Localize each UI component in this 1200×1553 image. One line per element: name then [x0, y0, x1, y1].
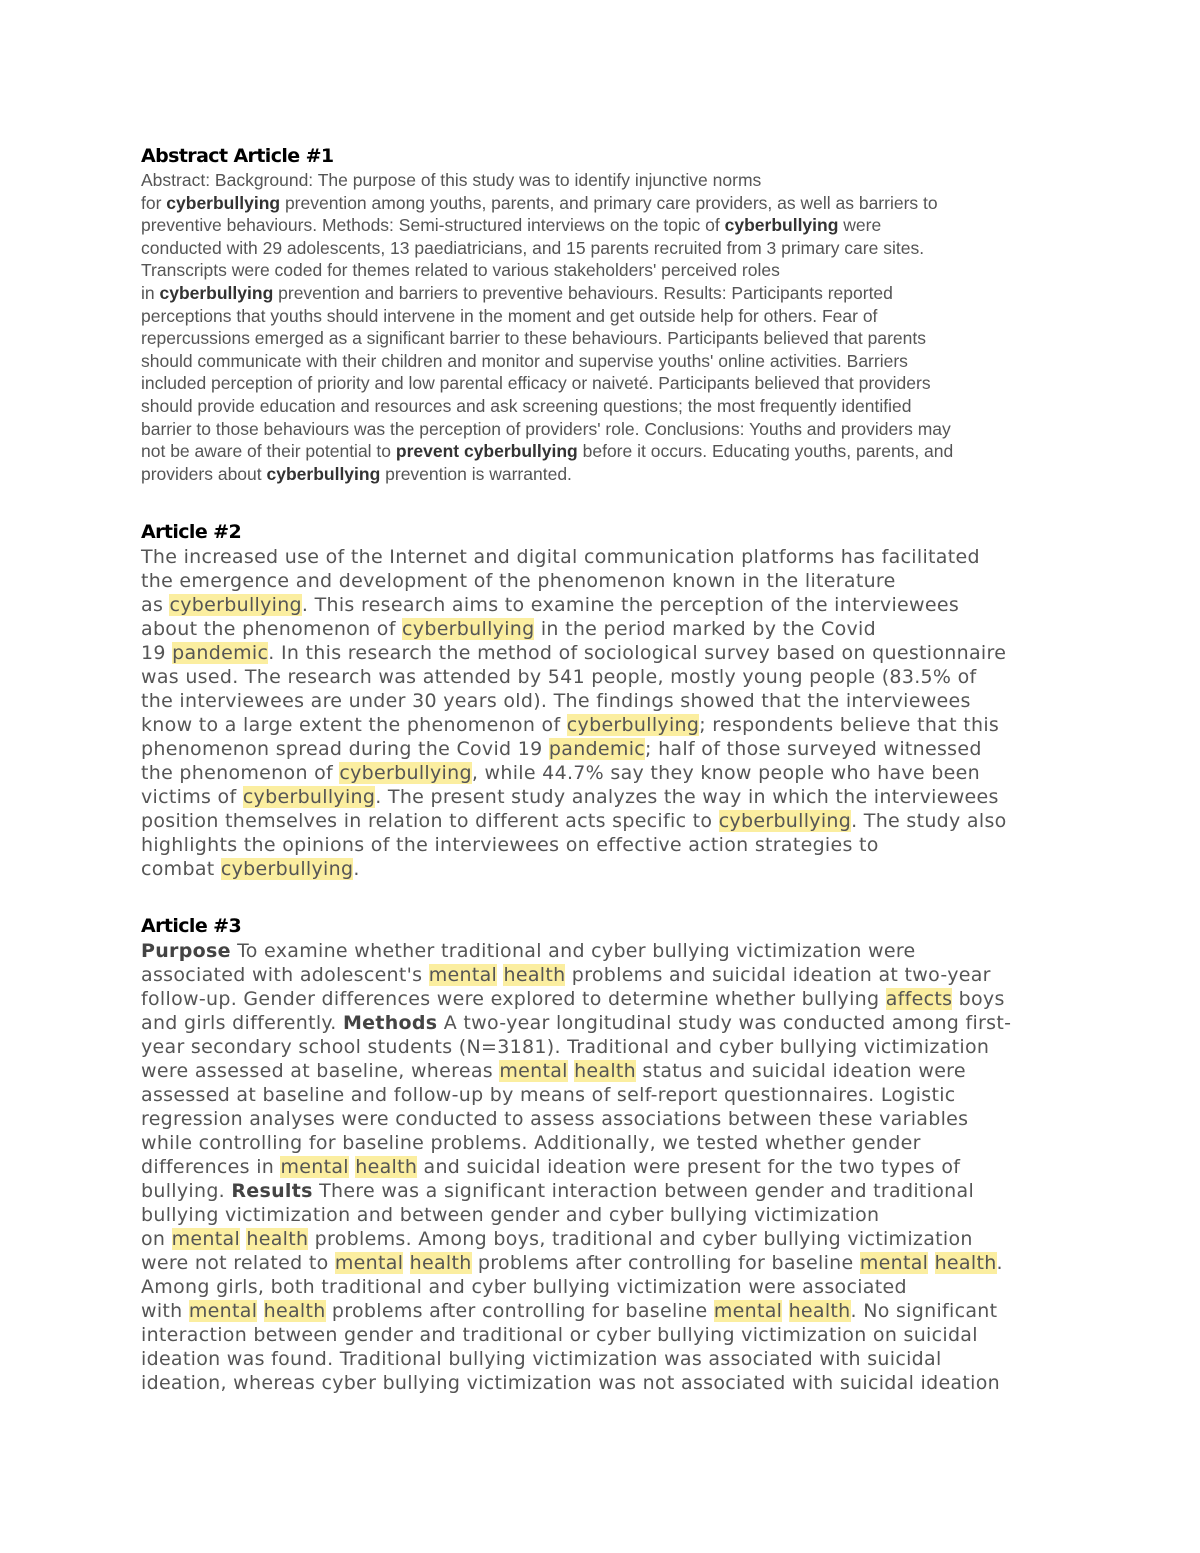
- highlighted-term: cyberbullying: [718, 810, 852, 833]
- text-line: [141, 689, 1066, 713]
- highlighted-term: pandemic: [172, 642, 269, 665]
- text-segment: To examine whether traditional and cyber bullying victimization were: [230, 940, 916, 963]
- text-line: [141, 737, 1066, 761]
- highlighted-term: mental: [859, 1252, 929, 1275]
- text-segment: Abstract: Background: The purpose of this study was to identify injunctive norms: [141, 170, 762, 190]
- highlighted-term: cyberbullying: [339, 762, 472, 785]
- text-segment: bullying victimization and between gender and cyber bullying victimization: [141, 1204, 880, 1227]
- text-line: [141, 372, 1066, 395]
- text-line: [141, 237, 1066, 260]
- text-segment: as: [141, 594, 170, 617]
- text-segment: ; half of those surveyed witnessed: [645, 738, 982, 761]
- text-segment: the interviewees are under 30 years old). The findings showed that the interviewees: [141, 690, 971, 713]
- text-line: [141, 833, 1066, 857]
- text-segment: ; respondents believe that this: [699, 714, 1000, 737]
- text-segment: were assessed at baseline, whereas: [141, 1060, 500, 1083]
- text-segment: position themselves in relation to different acts specific to: [141, 810, 719, 833]
- text-line: [141, 1083, 1066, 1107]
- text-line: [141, 665, 1066, 689]
- text-line: [141, 1299, 1066, 1323]
- text-line: [141, 1347, 1066, 1371]
- highlighted-term: health: [503, 964, 566, 987]
- text-line: [141, 1011, 1066, 1035]
- text-segment: problems after controlling for baseline: [471, 1252, 860, 1275]
- text-line: [141, 785, 1066, 809]
- text-line: [141, 1275, 1066, 1299]
- highlighted-term: health: [263, 1300, 326, 1323]
- article-3-body: [141, 939, 1066, 1395]
- text-segment: problems. Among boys, traditional and cyber bullying victimization: [308, 1228, 973, 1251]
- highlighted-term: health: [574, 1060, 637, 1083]
- text-segment: problems after controlling for baseline: [325, 1300, 714, 1323]
- text-segment: should communicate with their children and monitor and supervise youths' online activities. Barriers: [141, 350, 908, 371]
- text-segment: Transcripts were coded for themes related to various stakeholders' perceived roles: [141, 260, 780, 281]
- text-segment: boys: [952, 988, 1005, 1011]
- text-segment: differences in: [141, 1156, 281, 1179]
- text-segment: [403, 1252, 409, 1274]
- article-1-body: [141, 169, 1066, 485]
- article-3-section: [141, 913, 1066, 1395]
- highlighted-term: cyberbullying: [242, 786, 376, 809]
- text-segment: ideation was found. Traditional bullying victimization was associated with suicidal: [141, 1348, 942, 1371]
- text-segment: and girls differently.: [141, 1012, 343, 1035]
- text-segment: on: [141, 1228, 172, 1251]
- text-segment: prevention is warranted.: [380, 463, 572, 484]
- text-line: [141, 641, 1066, 665]
- text-segment: for: [141, 192, 167, 213]
- text-segment: [257, 1300, 263, 1322]
- text-segment: . This research aims to examine the perception of the interviewees: [301, 594, 960, 617]
- text-segment: were: [838, 215, 882, 236]
- article-2-body: [141, 545, 1066, 881]
- highlighted-term: pandemic: [548, 738, 646, 761]
- text-line: [141, 809, 1066, 833]
- highlighted-term: mental: [499, 1060, 568, 1083]
- text-line: [141, 305, 1066, 328]
- bold-term: cyberbullying: [724, 215, 839, 236]
- text-segment: 19: [141, 642, 173, 665]
- text-segment: bullying.: [141, 1180, 232, 1203]
- text-line: [141, 1035, 1066, 1059]
- text-line: [141, 350, 1066, 373]
- highlighted-term: mental: [280, 1156, 349, 1179]
- text-segment: year secondary school students (N=3181). Traditional and cyber bullying victimization: [141, 1036, 990, 1059]
- text-segment: and suicidal ideation were present for the two types of: [417, 1156, 961, 1179]
- text-segment: . The study also: [851, 810, 1007, 833]
- text-line: [141, 617, 1066, 641]
- text-segment: assessed at baseline and follow-up by means of self-report questionnaires. Logistic: [141, 1084, 956, 1107]
- article-1-section: [141, 143, 1066, 485]
- highlighted-term: health: [934, 1252, 997, 1275]
- text-line: [141, 1251, 1066, 1275]
- text-segment: follow-up. Gender differences were explored to determine whether bullying: [141, 988, 886, 1011]
- highlighted-term: mental: [334, 1252, 404, 1275]
- highlighted-term: mental: [713, 1300, 783, 1323]
- text-segment: in: [141, 282, 160, 303]
- highlighted-term: cyberbullying: [169, 594, 302, 617]
- text-segment: associated with adolescent's: [141, 964, 429, 987]
- text-line: [141, 1323, 1066, 1347]
- highlighted-term: health: [355, 1156, 418, 1179]
- text-line: [141, 857, 1066, 881]
- bold-term: Results: [231, 1180, 313, 1203]
- text-segment: the emergence and development of the phenomenon known in the literature: [141, 570, 896, 593]
- highlighted-term: mental: [171, 1228, 241, 1251]
- text-segment: know to a large extent the phenomenon of: [141, 714, 567, 737]
- text-segment: before it occurs. Educating youths, parents, and: [577, 441, 954, 462]
- text-segment: should provide education and resources and ask screening questions; the most frequently identified: [141, 395, 912, 416]
- text-line: [141, 440, 1066, 463]
- highlighted-term: cyberbullying: [220, 858, 354, 881]
- document-page: [141, 143, 1066, 1395]
- text-segment: . The present study analyzes the way in which the interviewees: [375, 786, 999, 809]
- highlighted-term: mental: [188, 1300, 258, 1323]
- text-segment: not be aware of their potential to: [141, 441, 396, 462]
- text-segment: was used. The research was attended by 541 people, mostly young people (83.5% of: [141, 666, 977, 689]
- text-line: [141, 1131, 1066, 1155]
- text-segment: regression analyses were conducted to assess associations between these variables: [141, 1108, 969, 1131]
- text-line: [141, 395, 1066, 418]
- text-segment: , while 44.7% say they know people who have been: [471, 762, 980, 785]
- text-line: [141, 214, 1066, 237]
- text-line: [141, 593, 1066, 617]
- text-segment: perceptions that youths should intervene in the moment and get outside help for others. Fear of: [141, 305, 878, 326]
- highlighted-term: health: [409, 1252, 472, 1275]
- text-segment: repercussions emerged as a significant barrier to these behaviours. Participants believed that parents: [141, 328, 927, 349]
- text-segment: phenomenon spread during the Covid 19: [141, 738, 549, 761]
- text-segment: included perception of priority and low parental efficacy or naiveté. Participants believed that providers: [141, 373, 931, 394]
- highlighted-term: mental: [428, 964, 498, 987]
- text-segment: barrier to those behaviours was the perception of providers' role. Conclusions: Youths and providers may: [141, 418, 951, 439]
- text-line: [141, 327, 1066, 350]
- text-segment: victims of: [141, 786, 243, 809]
- text-line: [141, 1059, 1066, 1083]
- text-segment: problems and suicidal ideation at two-year: [565, 964, 991, 987]
- text-segment: .: [353, 858, 360, 881]
- text-segment: The increased use of the Internet and digital communication platforms has facilitated: [141, 546, 980, 569]
- bold-term: cyberbullying: [159, 282, 274, 303]
- text-line: [141, 282, 1066, 305]
- bold-term: Methods: [342, 1012, 438, 1035]
- text-line: [141, 259, 1066, 282]
- text-line: [141, 963, 1066, 987]
- text-segment: . No significant: [850, 1300, 998, 1323]
- text-segment: about the phenomenon of: [141, 618, 403, 641]
- text-segment: with: [141, 1300, 189, 1323]
- text-segment: status and suicidal ideation were: [636, 1060, 966, 1083]
- bold-term: cyberbullying: [166, 192, 281, 213]
- highlighted-term: cyberbullying: [566, 714, 700, 737]
- highlighted-term: health: [246, 1228, 309, 1251]
- bold-term: prevent cyberbullying: [395, 441, 578, 462]
- text-segment: conducted with 29 adolescents, 13 paediatricians, and 15 parents recruited from 3 primary care sites.: [141, 237, 925, 258]
- article-2-section: [141, 519, 1066, 881]
- highlighted-term: cyberbullying: [402, 618, 535, 641]
- text-segment: Among girls, both traditional and cyber bullying victimization were associated: [141, 1276, 907, 1299]
- text-line: [141, 1227, 1066, 1251]
- text-segment: A two-year longitudinal study was conducted among first-: [437, 1012, 1012, 1035]
- text-line: [141, 1155, 1066, 1179]
- text-line: [141, 192, 1066, 215]
- text-segment: . In this research the method of sociological survey based on questionnaire: [268, 642, 1007, 665]
- text-segment: while controlling for baseline problems. Additionally, we tested whether gender: [141, 1132, 921, 1155]
- text-line: [141, 1371, 1066, 1395]
- text-segment: were not related to: [141, 1252, 335, 1275]
- text-segment: highlights the opinions of the interviewees on effective action strategies to: [141, 834, 879, 857]
- text-line: [141, 713, 1066, 737]
- text-line: [141, 463, 1066, 486]
- text-segment: [928, 1252, 934, 1274]
- text-line: [141, 761, 1066, 785]
- article-3-heading: Article #3: [141, 915, 242, 938]
- text-line: [141, 418, 1066, 441]
- text-segment: combat: [141, 858, 221, 881]
- text-line: [141, 1203, 1066, 1227]
- text-segment: preventive behaviours. Methods: Semi-structured interviews on the topic of: [141, 215, 725, 236]
- text-segment: prevention and barriers to preventive behaviours. Results: Participants reported: [273, 282, 893, 303]
- text-segment: [782, 1300, 788, 1322]
- text-segment: There was a significant interaction between gender and traditional: [312, 1180, 975, 1203]
- text-line: [141, 1107, 1066, 1131]
- text-line: [141, 939, 1066, 963]
- highlighted-term: affects: [885, 988, 953, 1011]
- text-segment: providers about: [141, 463, 267, 484]
- text-line: [141, 987, 1066, 1011]
- bold-term: Purpose: [141, 940, 231, 963]
- text-segment: the phenomenon of: [141, 762, 340, 785]
- bold-term: cyberbullying: [266, 463, 381, 484]
- text-segment: .: [996, 1252, 1003, 1275]
- text-segment: interaction between gender and traditional or cyber bullying victimization on suicidal: [141, 1324, 978, 1347]
- text-line: [141, 169, 1066, 192]
- highlighted-term: health: [788, 1300, 851, 1323]
- text-segment: ideation, whereas cyber bullying victimization was not associated with suicidal ideation: [141, 1372, 1000, 1395]
- text-line: [141, 1179, 1066, 1203]
- text-segment: in the period marked by the Covid: [534, 618, 876, 641]
- text-line: [141, 569, 1066, 593]
- article-1-heading: Abstract Article #1: [141, 145, 334, 167]
- text-line: [141, 545, 1066, 569]
- text-segment: prevention among youths, parents, and primary care providers, as well as barriers to: [280, 192, 938, 213]
- article-2-heading: Article #2: [141, 521, 242, 544]
